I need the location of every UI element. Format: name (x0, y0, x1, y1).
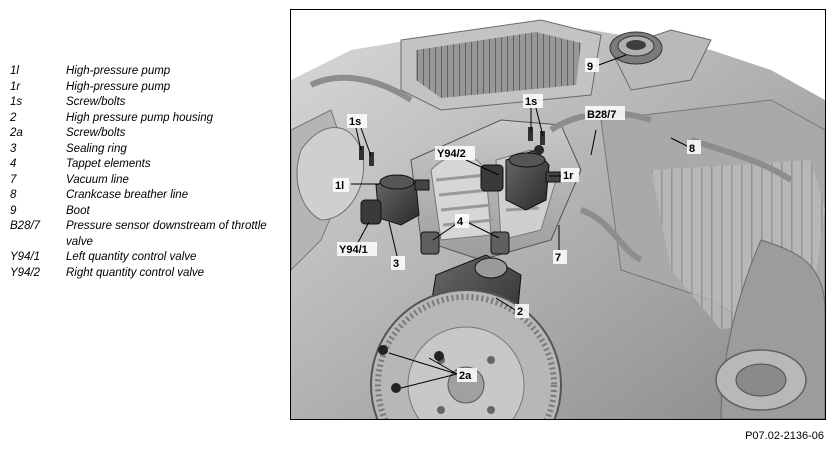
legend-desc: Screw/bolts (66, 96, 126, 108)
callout-y94-1: Y94/1 (339, 244, 368, 256)
callout-1s-top: 1s (525, 96, 538, 108)
callout-1r: 1r (563, 170, 574, 182)
callout-9: 9 (587, 61, 594, 73)
legend-code: 1r (10, 80, 21, 93)
legend-item-1l (10, 64, 280, 80)
legend-code: 2 (10, 111, 17, 124)
legend-desc: High pressure pump housing (66, 111, 214, 124)
legend-item-9 (10, 204, 280, 220)
legend-code: 4 (10, 158, 17, 170)
legend-desc: Crankcase breather line (66, 189, 189, 201)
legend-item-2 (10, 111, 280, 127)
callout-2a: 2a (459, 370, 472, 382)
engine-drawing (291, 10, 825, 419)
legend-code: 8 (10, 189, 17, 201)
legend-code: Y94/1 (10, 251, 41, 263)
callout-3: 3 (393, 258, 400, 270)
legend-item-1r (10, 80, 280, 96)
engine-illustration (290, 9, 826, 420)
legend-item-2a (10, 126, 280, 142)
legend-code: Y94/2 (10, 266, 41, 279)
callout-1l: 1l (335, 180, 345, 192)
legend-code: 1l (10, 65, 19, 77)
legend-desc: High-pressure pump (66, 80, 171, 93)
legend-code: 2a (10, 127, 23, 139)
legend-item-3 (10, 142, 280, 158)
callout-b28-7: B28/7 (587, 109, 617, 121)
boot (610, 32, 662, 64)
legend-item-1s (10, 95, 280, 111)
legend-desc: Right quantity control valve (66, 266, 205, 279)
callout-1s-left: 1s (349, 116, 362, 128)
legend-desc: Sealing ring (66, 142, 127, 155)
legend-code: 1s (10, 96, 23, 108)
figure-code: P07.02-2136-06 (745, 430, 824, 442)
callout-4: 4 (457, 216, 464, 228)
callout-y94-2: Y94/2 (437, 148, 466, 160)
legend-desc: Tappet elements (66, 158, 151, 170)
callout-8: 8 (689, 143, 696, 155)
legend-desc: Boot (66, 204, 90, 217)
legend-code: B28/7 (10, 220, 41, 232)
legend-desc: High-pressure pump (66, 65, 171, 77)
legend-code: 9 (10, 204, 17, 217)
legend-desc: Left quantity control valve (66, 251, 197, 263)
legend-item-b28-7 (10, 219, 280, 250)
legend-item-y94-2 (10, 266, 280, 282)
callout-7: 7 (555, 252, 562, 264)
legend-desc: Pressure sensor downstream of throttle valve (66, 220, 267, 248)
legend-item-y94-1 (10, 250, 280, 266)
legend-desc: Vacuum line (66, 173, 129, 186)
legend-code: 7 (10, 173, 17, 186)
legend-item-8 (10, 188, 280, 204)
legend-item-4 (10, 157, 280, 173)
legend-code: 3 (10, 142, 17, 155)
legend-item-7 (10, 173, 280, 189)
legend-desc: Screw/bolts (66, 127, 126, 139)
legend (10, 64, 280, 281)
callout-2: 2 (517, 306, 524, 318)
